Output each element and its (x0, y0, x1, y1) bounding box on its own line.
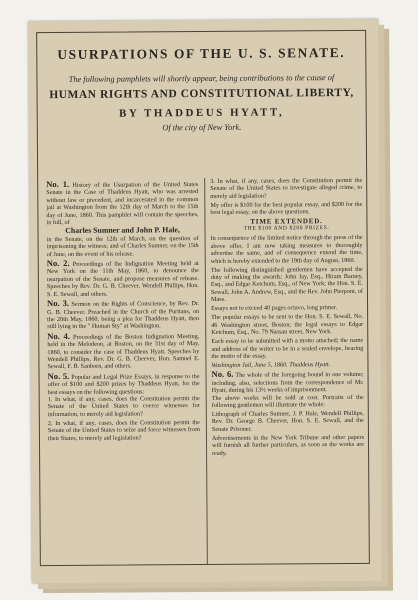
signoff (211, 361, 363, 369)
page-title: USURPATIONS OF THE U. S. SENATE. (57, 45, 346, 63)
item-text: The whole of the foregoing bound in one volume; including, also, selections from the correspondence of Mr. Hyatt, during his 13½ weeks of imprisonment. (211, 371, 364, 395)
prizes-subheading: THE $100 AND $200 PRIZES. (243, 225, 330, 232)
judges-paragraph: The following distinguished gentlemen have accepted the duty of making the awards: John Jay, Esq., Hiram Barney, Esq., and Edgar Ketchum, Esq., of New York; the Hon. S. E. Sewall, John A. Andrew, Esq., and the Rev. John Pierpont, of Mass. (210, 265, 363, 304)
intro-line: The following pamphlets will shortly appear, being contributions to the cause of (68, 73, 335, 84)
time-extended-heading: TIME EXTENDED. (250, 216, 323, 226)
item-text: Proceedings of the Boston Indignation Meeting, held in the Melodeon, at Boston, on the 31st day of May, 1860, to consider the case of Thaddeus Hyatt. Speeches by Wendell Phillips, Rev. Dr. G. B. Cheever, Hon. Samuel E. Sewall, F. B. Sanborn, and others. (47, 332, 200, 371)
item-text: Popular and Legal Prize Essays, in response to the offer of $100 and $200 prizes by Thaddeus Hyatt, for the best essays on the following questions: (47, 372, 200, 396)
essay-question: 2. In what, if any, cases, does the Constitution permit the Senate of the United States to seize and force witnesses from their States, to merely aid legislation? (47, 418, 200, 442)
prize-offer: My offer is $100 for the best popular essay, and $200 for the best legal essay, on the above questions. (210, 200, 363, 217)
submission-addresses: The popular essays to be sent to the Hon. S. E. Sewall, No. 46 Washington street, Boston; the legal essays to Edgar Ketchum, Esq., No. 79 Nassau street, New York. (211, 313, 364, 337)
item-number: No. 2. (46, 257, 70, 269)
item-number: No. 1. (46, 178, 70, 190)
length-limit: Essays not to exceed 40 pages octavo, long primer. (211, 304, 338, 313)
signoff-place-date: Washington Jail, June 5, 1860. (211, 361, 288, 369)
left-column (46, 178, 201, 559)
item-text: Sermon on the Rights of Conscience, by Rev. Dr. G. B. Cheever. Preached in the Church of the Puritans, on the 20th May, 1860, being a plea for Thaddeus Hyatt, then still lying in the " Human Sty" at Washington. (47, 300, 200, 331)
column-divider (204, 178, 208, 566)
motto-rules: Each essay to be submitted with a motto attached; the name and address of the writer to be in a sealed envelope, bearing the motto of the essay. (211, 336, 364, 360)
item-number: No. 4. (47, 330, 71, 341)
right-column (210, 177, 365, 558)
essay-question: 1. In what, if any, cases, does the Constitution permit the Senate of the United States to coerce witnesses for information, to merely aid legislation? (47, 394, 200, 418)
list-item (46, 180, 198, 226)
list-item (47, 332, 199, 371)
lithograph-note: Lithograph of Charles Sumner, J. P. Hale, Wendell Phillips, Rev. Dr. George B. Cheever, Hon. S. E. Sewall, and the Senate Prisoner. (211, 409, 364, 433)
author-line: BY THADDEUS HYATT, (119, 106, 285, 120)
subject-heading: HUMAN RIGHTS AND CONSTITUTIONAL LIBERTY, (49, 86, 354, 102)
list-item (48, 372, 200, 396)
item-text: in the Senate, on the 12th of March, on the question of imprisoning the witness; and of Charles Sumner, on the 15th of June, on the event of his release. (46, 234, 199, 258)
signoff-name: Thaddeus Hyatt. (289, 361, 331, 369)
item-text: Proceedings of the Indignation Meeting held at New York on the 11th May, 1860, to denounce the usurpation of the Senate, and propose measures of release. Speeches by Rev. Dr. G. B. Cheever, Wendell Phillips, Hon. S. E. Sewall, and others. (46, 260, 199, 298)
item-number: No. 6. (211, 369, 234, 380)
pamphlet-border (36, 30, 370, 566)
list-item (47, 299, 199, 331)
essay-question: 3. In what, if any, cases, does the Constitution permit the Senate of the United States to investigate alleged crime, to merely aid legislation? (210, 176, 363, 200)
cost-note: The above works will be sold at cost. Portraits of the following gentlemen will illustrate the whole: (211, 393, 364, 409)
item-names: Charles Sumner and John P. Hale, (65, 225, 180, 236)
pamphlet-header (37, 31, 366, 134)
author-place: Of the city of New York. (162, 122, 242, 133)
two-column-body (46, 177, 363, 559)
item-number: No. 5. (47, 370, 70, 381)
list-item (212, 370, 364, 394)
advertisement-note: Advertisements in the New York Tribune and other papers will furnish all further particulars, as soon as the works are ready. (211, 433, 365, 457)
item-text: History of the Usurpation of the United States Senate in the Case of Thaddeus Hyatt, who was arrested without law or precedent, and incarcerated in the common jail at Washington from the 12th day of March to the 15th day of June, 1860. This pamphlet will contain the speeches, in full, of (46, 181, 199, 227)
list-item (47, 259, 199, 298)
item-number: No. 3. (46, 298, 70, 309)
extension-paragraph: In consequence of the limited notice through the press of the above offer, I am now taking measures to thoroughly advertise the same, and of consequence extend the time, which is hereby extended to the 19th day of August, 1860. (210, 234, 363, 265)
